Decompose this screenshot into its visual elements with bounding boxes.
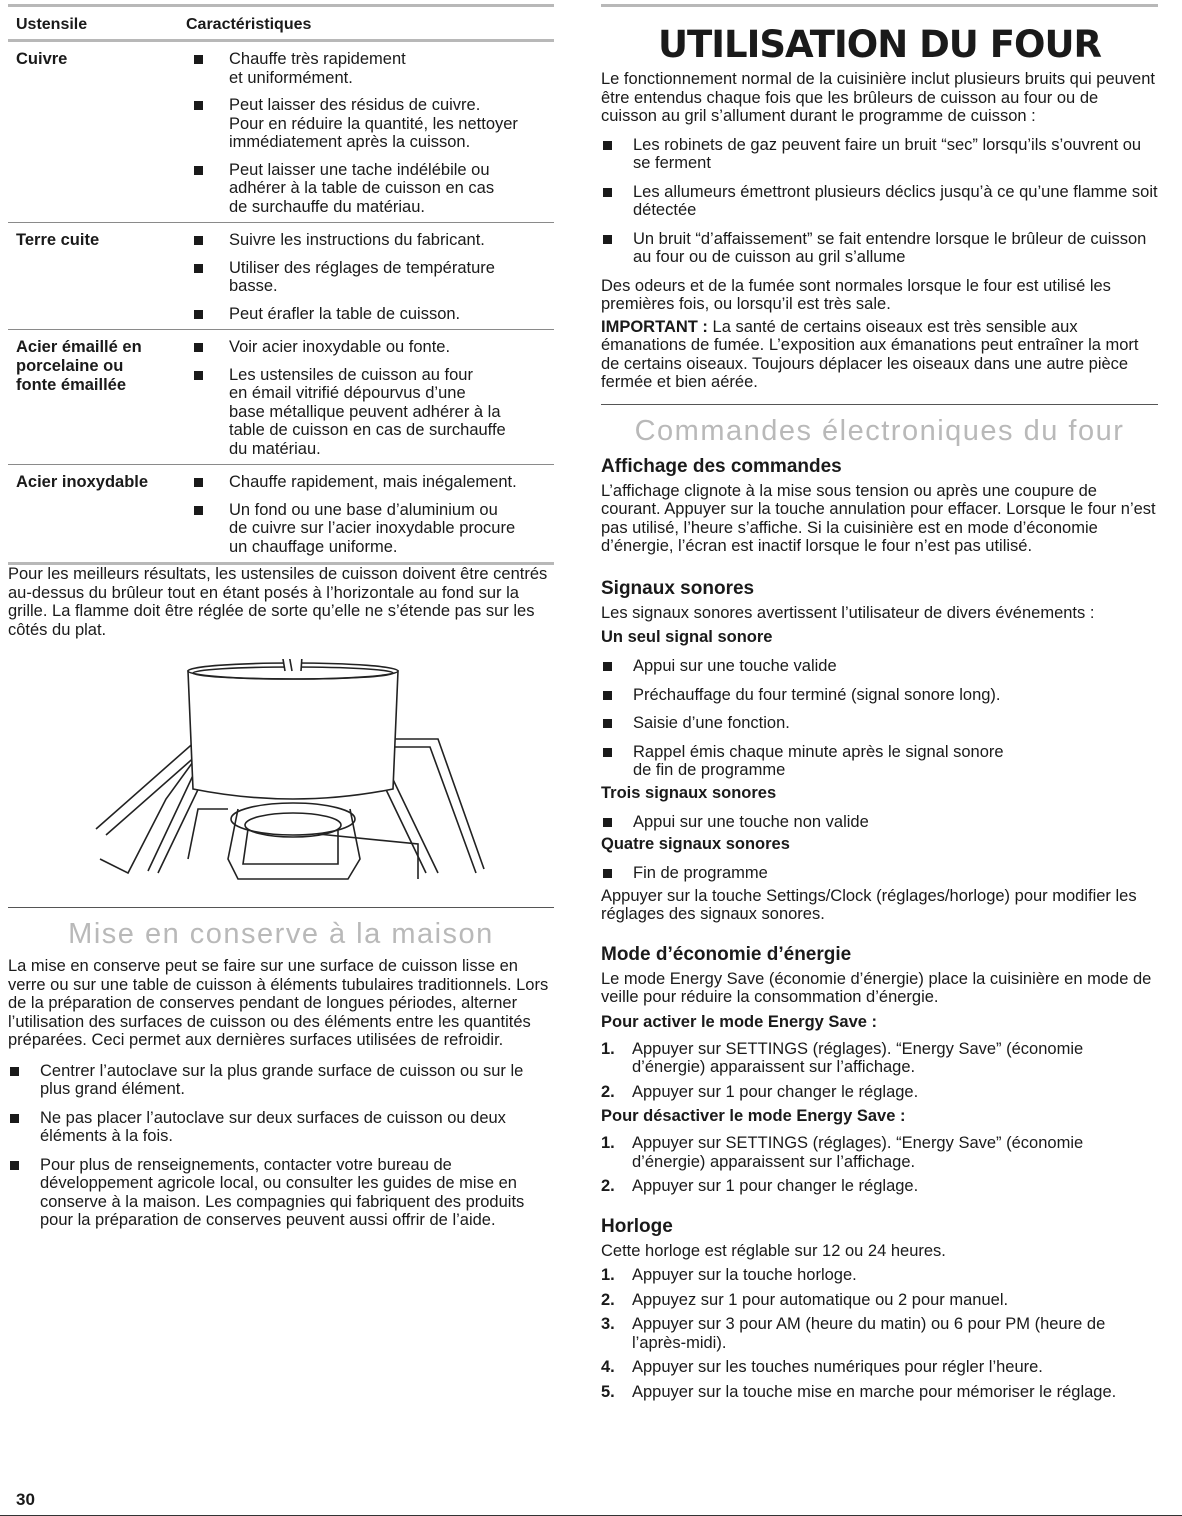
bullet-icon bbox=[194, 55, 203, 64]
list-item: Pour plus de renseignements, contacter votre bureau de développement agricole local, ou consulter les guides de mise en conserve à la maison. Les compagnies qui fabriquent des produits pour la préparation de conserves peuvent aussi offrir de l’aide. bbox=[8, 1156, 554, 1230]
step-item: 5. Appuyer sur la touche mise en marche pour mémoriser le réglage. bbox=[601, 1382, 1117, 1401]
step-item: 3. Appuyer sur 3 pour AM (heure du matin) ou 6 pour PM (heure de l’après-midi). bbox=[601, 1315, 1106, 1352]
table-row bbox=[8, 465, 554, 565]
step-item: 1. Appuyer sur la touche horloge. bbox=[601, 1266, 857, 1284]
four-signals-heading: Quatre signaux sonores bbox=[601, 835, 790, 853]
step-item: 2. Appuyer sur 1 pour changer le réglage. bbox=[601, 1082, 919, 1101]
list-item: Appui sur une touche valide bbox=[601, 657, 1158, 676]
table-row bbox=[8, 330, 554, 465]
bullet-icon bbox=[10, 1114, 19, 1123]
table-row bbox=[8, 223, 554, 330]
activate-steps bbox=[601, 1040, 1158, 1102]
list-item: Peut laisser des résidus de cuivre. Pour en réduire la quantité, les nettoyer immédiatement après la cuisson. bbox=[186, 96, 554, 152]
list-item: Chauffe très rapidement et uniformément. bbox=[186, 50, 554, 87]
header-characteristics: Caractéristiques bbox=[186, 16, 312, 33]
right-column bbox=[601, 4, 1158, 1407]
bullet-icon bbox=[194, 264, 203, 273]
four-signals-list bbox=[601, 864, 1158, 883]
list-item: Rappel émis chaque minute après le signal sonore de fin de programme bbox=[601, 743, 1158, 780]
display-heading: Affichage des commandes bbox=[601, 455, 842, 477]
list-item: Centrer l’autoclave sur la plus grande surface de cuisson ou sur le plus grand élément. bbox=[8, 1062, 554, 1099]
bullet-icon bbox=[194, 371, 203, 380]
step-item: 1. Appuyer sur SETTINGS (réglages). “Energy Save” (économie d’énergie) apparaissent sur l’affichage. bbox=[601, 1134, 1084, 1171]
bullet-icon bbox=[603, 188, 612, 197]
list-item: Voir acier inoxydable ou fonte. bbox=[186, 338, 554, 357]
important-label: IMPORTANT : bbox=[601, 317, 708, 336]
list-item: Les robinets de gaz peuvent faire un bruit “sec” lorsqu’ils s’ouvrent ou se ferment bbox=[601, 136, 1158, 173]
left-column bbox=[8, 4, 554, 1240]
list-item: Appui sur une touche non valide bbox=[601, 813, 1158, 832]
step-item: 1. Appuyer sur SETTINGS (réglages). “Energy Save” (économie d’énergie) apparaissent sur l’affichage. bbox=[601, 1039, 1084, 1076]
material-name: Acier émaillé en porcelaine ou fonte émaillée bbox=[16, 338, 142, 394]
bullet-icon bbox=[603, 869, 612, 878]
list-item: Chauffe rapidement, mais inégalement. bbox=[186, 473, 554, 492]
list-item: Saisie d’une fonction. bbox=[601, 714, 1158, 733]
three-signals-list bbox=[601, 813, 1158, 832]
bullet-icon bbox=[194, 478, 203, 487]
three-signals-heading: Trois signaux sonores bbox=[601, 783, 777, 802]
bullet-icon bbox=[194, 236, 203, 245]
section-divider bbox=[8, 907, 554, 908]
list-item: Suivre les instructions du fabricant. bbox=[186, 231, 554, 250]
bullet-icon bbox=[603, 818, 612, 827]
pot-on-burner-illustration bbox=[8, 659, 554, 899]
energy-heading: Mode d’économie d’énergie bbox=[601, 943, 852, 965]
list-item: Les allumeurs émettront plusieurs déclics jusqu’à ce qu’une flamme soit détectée bbox=[601, 183, 1158, 220]
clock-heading: Horloge bbox=[601, 1215, 673, 1237]
list-item: Utiliser des réglages de température basse. bbox=[186, 259, 554, 296]
odor-paragraph: Des odeurs et de la fumée sont normales lorsque le four est utilisé les premières fois, ou lorsqu’il est très sale. bbox=[601, 276, 1111, 313]
bullet-icon bbox=[194, 343, 203, 352]
material-name: Acier inoxydable bbox=[16, 473, 149, 491]
top-rule bbox=[601, 4, 1158, 7]
section-divider bbox=[601, 404, 1158, 405]
list-item: Un fond ou une base d’aluminium ou de cuivre sur l’acier inoxydable procure un chauffage uniforme. bbox=[186, 501, 554, 557]
list-item: Fin de programme bbox=[601, 864, 1158, 883]
deactivate-steps bbox=[601, 1134, 1158, 1196]
bullet-icon bbox=[194, 166, 203, 175]
step-item: 2. Appuyez sur 1 pour automatique ou 2 pour manuel. bbox=[601, 1290, 1009, 1309]
bullet-icon bbox=[194, 101, 203, 110]
bullet-icon bbox=[603, 141, 612, 150]
page-title: UTILISATION DU FOUR bbox=[657, 23, 1101, 66]
centering-paragraph: Pour les meilleurs résultats, les ustensiles de cuisson doivent être centrés au-dessus du brûleur tout en étant posés à l’horizontale au fond sur la grille. La flamme doit être réglée de sorte qu’elle ne s’étende pas sur les côtés du plat. bbox=[8, 565, 548, 639]
signals-heading: Signaux sonores bbox=[601, 577, 755, 599]
material-name: Terre cuite bbox=[16, 231, 100, 249]
signals-settings-paragraph: Appuyer sur la touche Settings/Clock (réglages/horloge) pour modifier les réglages des signaux sonores. bbox=[601, 886, 1137, 923]
energy-paragraph: Le mode Energy Save (économie d’énergie) place la cuisinière en mode de veille pour réduire la consommation d’énergie. bbox=[601, 969, 1152, 1006]
page-number: 30 bbox=[16, 1490, 35, 1509]
bullet-icon bbox=[194, 310, 203, 319]
list-item: Peut laisser une tache indélébile ou adhérer à la table de cuisson en cas de surchauffe du matériau. bbox=[186, 161, 554, 217]
step-item: 4. Appuyer sur les touches numériques pour régler l’heure. bbox=[601, 1358, 1043, 1376]
canning-list bbox=[8, 1062, 554, 1230]
canning-title: Mise en conserve à la maison bbox=[68, 918, 494, 950]
clock-paragraph: Cette horloge est réglable sur 12 ou 24 heures. bbox=[601, 1241, 946, 1260]
clock-steps bbox=[601, 1266, 1158, 1401]
bullet-icon bbox=[10, 1067, 19, 1076]
signals-paragraph: Les signaux sonores avertissent l’utilisateur de divers événements : bbox=[601, 603, 1095, 622]
pot-illustration bbox=[88, 659, 488, 899]
bullet-icon bbox=[603, 748, 612, 757]
step-item: 2. Appuyer sur 1 pour changer le réglage. bbox=[601, 1177, 919, 1195]
canning-paragraph: La mise en conserve peut se faire sur une surface de cuisson lisse en verre ou sur une table de cuisson à éléments tubulaires traditionnels. Lors de la préparation de conserves pendant de longues périodes, alterner l’utilisation des surfaces de cuisson ou des éléments entre les quantités préparées. Ceci permet aux dernières surfaces utilisées de refroidir. bbox=[8, 957, 549, 1049]
important-paragraph: IMPORTANT : La santé de certains oiseaux est très sensible aux émanations de fumée. L’exposition aux émanations peut entraîner la mort de certains oiseaux. Toujours déplacer les oiseaux dans une autre pièce fermée et bien aérée. bbox=[601, 317, 1139, 391]
bullet-icon bbox=[10, 1161, 19, 1170]
controls-title: Commandes électroniques du four bbox=[634, 414, 1125, 447]
header-cookware: Ustensile bbox=[16, 16, 88, 33]
bullet-icon bbox=[194, 506, 203, 515]
list-item: Un bruit “d’affaissement” se fait entendre lorsque le brûleur de cuisson au four ou de cuisson au gril s’allume bbox=[601, 230, 1158, 267]
list-item: Préchauffage du four terminé (signal sonore long). bbox=[601, 686, 1158, 705]
material-name: Cuivre bbox=[16, 50, 68, 68]
list-item: Les ustensiles de cuisson au four en émail vitrifié dépourvus d’une base métallique peuvent adhérer à la table de cuisson en cas de surchauffe du matériau. bbox=[186, 366, 554, 459]
bullet-icon bbox=[603, 691, 612, 700]
deactivate-heading: Pour désactiver le mode Energy Save : bbox=[601, 1107, 906, 1125]
bullet-icon bbox=[603, 662, 612, 671]
oven-noise-intro: Le fonctionnement normal de la cuisinière inclut plusieurs bruits qui peuvent être entendus chaque fois que les brûleurs de cuisson au four ou de cuisson au gril s’allument durant le programme de cuisson : bbox=[601, 70, 1155, 125]
list-item: Peut érafler la table de cuisson. bbox=[186, 305, 554, 324]
one-signal-heading: Un seul signal sonore bbox=[601, 628, 773, 646]
activate-heading: Pour activer le mode Energy Save : bbox=[601, 1012, 878, 1031]
noise-list bbox=[601, 136, 1158, 267]
one-signal-list bbox=[601, 657, 1158, 780]
bullet-icon bbox=[603, 719, 612, 728]
table-header bbox=[8, 4, 554, 42]
display-paragraph: L’affichage clignote à la mise sous tension ou après une coupure de courant. Appuyer sur la touche annulation pour effacer. Lorsque le four n’est pas utilisé, l’heure s’affiche. Si la cuisinière est en mode d’économie d’énergie, l’écran est inactif lorsque le four n’est pas utilisé. bbox=[601, 481, 1156, 555]
bullet-icon bbox=[603, 235, 612, 244]
table-row bbox=[8, 42, 554, 223]
list-item: Ne pas placer l’autoclave sur deux surfaces de cuisson ou deux éléments à la fois. bbox=[8, 1109, 554, 1146]
